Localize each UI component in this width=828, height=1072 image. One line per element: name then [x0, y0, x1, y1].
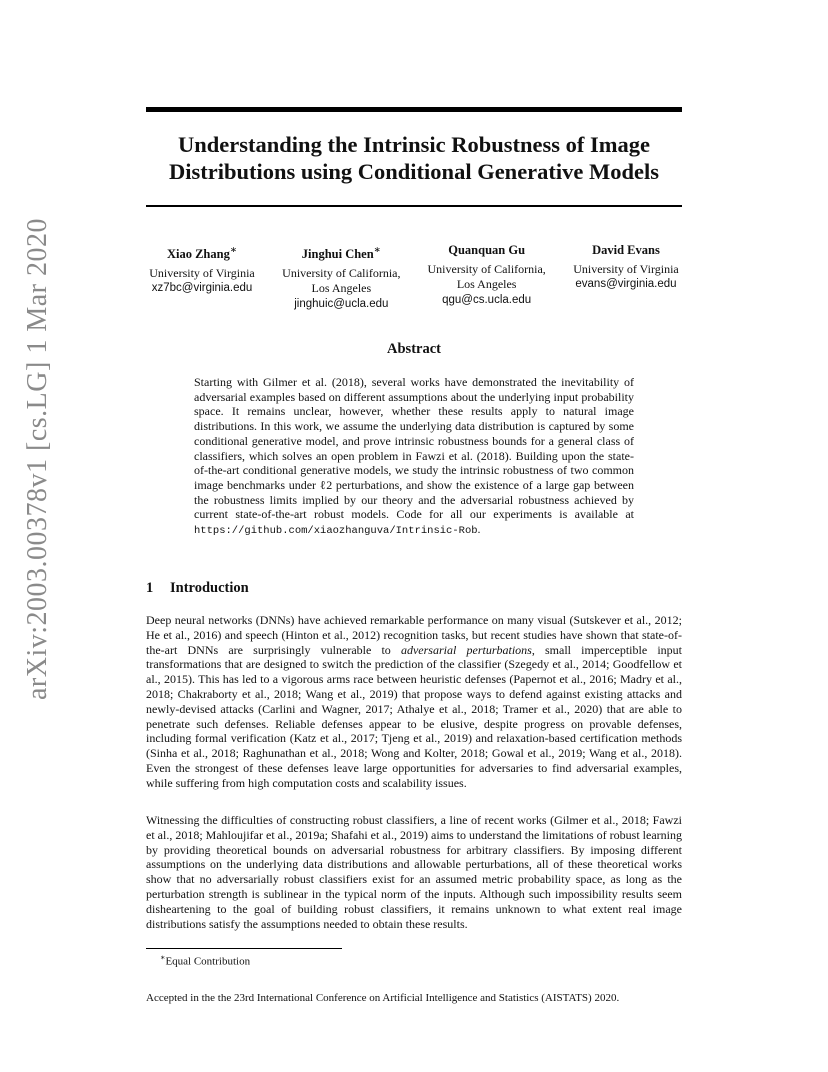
section-title: Introduction	[170, 580, 249, 596]
author-name: David Evans	[592, 243, 660, 257]
author-name: Xiao Zhang	[166, 247, 230, 262]
abstract-body	[194, 375, 634, 539]
author-affiliation: University of Virginia	[573, 261, 679, 276]
footnote-rule	[146, 948, 342, 949]
author-affiliation-line2: Los Angeles	[311, 281, 372, 296]
paper-title	[146, 131, 682, 185]
footnote	[160, 953, 250, 968]
author-affiliation: University of California,	[282, 265, 401, 280]
code-link[interactable]: https://github.com/xiaozhanguva/Intrinsic-Rob	[194, 525, 478, 538]
title-top-rule	[146, 107, 682, 112]
paragraph-text: Deep neural networks (DNNs) have achieved remarkable performance on many visual (Sutskever et al., 2012; He et al., 2016) and speech (Hinton et al., 2012) recognition tasks, but recent studies have shown that state-of-the-art DNNs are surprisingly vulnerable to	[146, 613, 682, 657]
acceptance-note: Accepted in the the 23rd International Conference on Artificial Intelligence and Statistics (AISTATS) 2020.	[146, 992, 620, 1004]
section-number: 1	[146, 580, 154, 596]
author-mark: ∗	[229, 245, 238, 256]
author-email: evans@virginia.edu	[575, 278, 677, 290]
emphasis-text: adversarial perturbations	[400, 642, 532, 657]
footnote-text: Equal Contribution	[165, 955, 251, 968]
author-affiliation: University of California,	[427, 261, 546, 276]
body-paragraph: Witnessing the difficulties of constructing robust classifiers, a line of recent works (Gilmer et al., 2018; Fawzi et al., 2018; Mahloujifar et al., 2019a; Shafahi et al., 2019) aims to understand the limitations of robust learning by providing theoretical bounds on adversarial robustness for arbitrary classifiers. By imposing different assumptions on the underlying data distributions and allowable perturbations, all of these theoretical works show that no adversarially robust classifiers exist for an assumed metric probability space, as long as the perturbation strength is sublinear in the typical norm of the inputs. Although such impossibility results seem disheartening to the goal of building robust classifiers, it remains unknown to what extent real image distributions satisfy the assumptions needed to obtain these results.	[146, 813, 682, 931]
author	[146, 243, 258, 312]
abstract-end: .	[477, 522, 481, 537]
title-line-1: Understanding the Intrinsic Robustness of Image	[178, 132, 650, 157]
author-block	[146, 243, 682, 312]
author-affiliation: University of Virginia	[149, 265, 255, 280]
title-line-2: Distributions using Conditional Generative Models	[168, 159, 660, 184]
arxiv-identifier: arXiv:2003.00378v1 [cs.LG] 1 Mar 2020	[22, 218, 53, 700]
title-bottom-rule	[146, 205, 682, 207]
footnote-mark: ∗	[160, 953, 166, 962]
author-name: Quanquan Gu	[448, 243, 526, 257]
author	[279, 243, 403, 312]
author-email: qgu@cs.ucla.edu	[442, 293, 532, 306]
author-mark: ∗	[373, 245, 381, 256]
abstract-heading: Abstract	[387, 341, 441, 357]
author	[570, 243, 682, 312]
paragraph-text-continued: , small imperceptible input transformations that are designed to switch the prediction of the classifier (Szegedy et al., 2014; Goodfellow et al., 2015). This has led to a vigorous arms race between heuristic defenses (Papernot et al., 2016; Madry et al., 2018; Chakraborty et al., 2018; Wang et al., 2019) that propose ways to defend against existing attacks and newly-devised attacks (Carlini and Wagner, 2017; Athalye et al., 2018; Tramer et al., 2020) that are able to penetrate such defenses. Reliable defenses appear to be elusive, despite progress on provable defenses, including formal verification (Katz et al., 2017; Tjeng et al., 2019) and relaxation-based certification methods (Sinha et al., 2018; Raghunathan et al., 2018; Wong and Kolter, 2018; Gowal et al., 2019; Wang et al., 2018). Even the strongest of these defenses leave large opportunities for adversaries to find adversarial examples, while suffering from high computation costs and scalability issues.	[146, 642, 682, 790]
section-heading	[146, 580, 249, 597]
body-paragraph	[146, 613, 682, 791]
author-email: xz7bc@virginia.edu	[151, 282, 253, 295]
author	[425, 243, 549, 312]
author-affiliation-line2: Los Angeles	[456, 277, 517, 291]
author-name: Jinghui Chen	[301, 247, 374, 262]
author-email: jinghuic@ucla.edu	[294, 297, 389, 310]
abstract-text: Starting with Gilmer et al. (2018), several works have demonstrated the inevitability of adversarial examples based on different assumptions about the underlying input probability space. It remains unclear, however, whether these results apply to natural image distributions. In this work, we assume the underlying data distribution is captured by some conditional generative model, and prove intrinsic robustness bounds for a general class of classifiers, which solves an open problem in Fawzi et al. (2018). Building upon the state-of-the-art conditional generative models, we study the intrinsic robustness of two common image benchmarks under ℓ2 perturbations, and show the existence of a large gap between the robustness limits implied by our theory and the adversarial robustness achieved by current state-of-the-art robust models. Code for all our experiments is available at	[194, 375, 634, 522]
